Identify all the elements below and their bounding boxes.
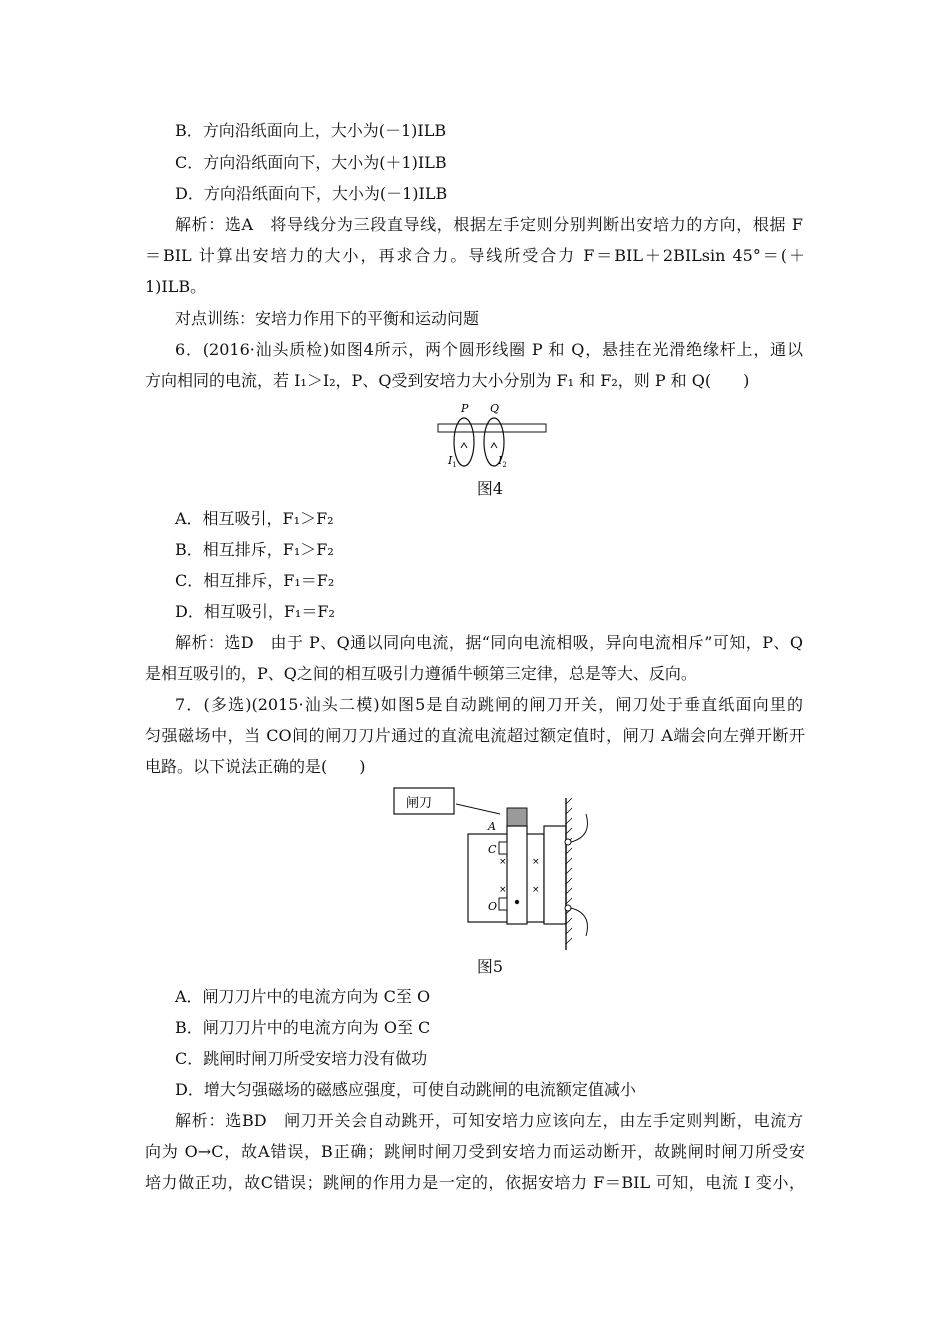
blade (507, 826, 527, 924)
q6-option-b: B．相互排斥，F₁＞F₂ (175, 540, 334, 559)
q7-option-c: C．跳闸时闸刀所受安培力没有做功 (175, 1049, 428, 1068)
q6-stem-line2: 方向相同的电流，若 I₁＞I₂，P、Q受到安培力大小分别为 F₁ 和 F₂，则 P 和 Q( ) (145, 371, 750, 390)
contact-c (499, 842, 507, 854)
q7-option-d: D．增大匀强磁场的磁感应强度，可使自动跳闸的电流额定值减小 (175, 1080, 636, 1099)
figure-5-caption: 图5 (476, 957, 504, 976)
q6-analysis-line1: 解析：选D 由于 P、Q通以同向电流，据“同向电流相吸，异向电流相斥”可知，P、Q (175, 633, 803, 652)
q6-option-c: C．相互排斥，F₁＝F₂ (175, 571, 335, 590)
leader-line (456, 804, 500, 814)
contact-o (499, 898, 507, 910)
label-q: Q (490, 402, 500, 415)
wire-top (571, 814, 587, 842)
q7-stem-line3: 电路。以下说法正确的是( ) (145, 757, 366, 776)
q7-stem-line2: 匀强磁场中，当 CO间的闸刀刀片通过的直流电流超过额定值时，闸刀 A端会向左弹开断开 (145, 726, 805, 745)
q5-analysis-line2: ＝BIL 计算出安培力的大小，再求合力。导线所受合力 F＝BIL＋2BILsin 45°＝(＋ (145, 246, 805, 265)
label-c: C (488, 843, 497, 856)
knife-label: 闸刀 (406, 796, 433, 811)
pivot-dot (515, 900, 519, 904)
base-block (544, 826, 566, 924)
insulating-rod (438, 424, 546, 432)
section-title: 对点训练：安培力作用下的平衡和运动问题 (175, 309, 480, 328)
q6-analysis-line2: 是相互吸引的，P、Q之间的相互吸引力遵循牛顿第三定律，总是等大、反向。 (145, 664, 697, 683)
current-arrow-q (491, 443, 497, 448)
wire-bottom (571, 908, 587, 936)
q5-analysis-line1: 解析：选A 将导线分为三段直导线，根据左手定则分别判断出安培力的方向，根据 F (175, 215, 803, 234)
label-p: P (461, 402, 469, 415)
terminal-top (565, 839, 571, 845)
wall-hatching (566, 798, 572, 944)
current-arrow-p (461, 443, 467, 448)
q7-option-b: B．闸刀刀片中的电流方向为 O至 C (175, 1018, 431, 1037)
q7-stem-line1: 7．(多选)(2015·汕头二模)如图5是自动跳闸的闸刀开关，闸刀处于垂直纸面向里的 (175, 695, 803, 714)
terminal-bottom (565, 905, 571, 911)
q5-option-c: C．方向沿纸面向下，大小为(＋1)ILB (175, 153, 447, 172)
q7-analysis-line1: 解析：选BD 闸刀开关会自动跳开，可知安培力应该向左，由左手定则判断，电流方 (175, 1111, 803, 1130)
q7-analysis-line3: 培力做正功，故C错误；跳闸的作用力是一定的，依据安培力 F＝BIL 可知，电流 I 变小， (145, 1173, 805, 1192)
field-cross-2: × (532, 857, 540, 867)
q6-stem-line1: 6．(2016·汕头质检)如图4所示，两个圆形线圈 P 和 Q，悬挂在光滑绝缘杆上，通以 (175, 340, 803, 359)
q5-option-b: B．方向沿纸面向上，大小为(－1)ILB (175, 121, 447, 140)
field-cross-1: × (499, 857, 507, 867)
figure-4-coils (430, 398, 550, 474)
label-i1: $I_1$ (448, 454, 457, 469)
figure-5-knife-switch (390, 784, 610, 954)
label-i2: $I_2$ (498, 454, 507, 469)
q5-option-d: D．方向沿纸面向下，大小为(－1)ILB (175, 184, 448, 203)
q7-analysis-line2: 向为 O→C，故A错误，B正确；跳闸时闸刀受到安培力而运动断开，故跳闸时闸刀所受安 (145, 1142, 805, 1161)
q6-option-a: A．相互吸引，F₁＞F₂ (175, 509, 334, 528)
q6-option-d: D．相互吸引，F₁＝F₂ (175, 602, 335, 621)
q5-analysis-line3: 1)ILB。 (145, 277, 207, 296)
field-cross-4: × (532, 885, 540, 895)
figure-4-caption: 图4 (476, 479, 504, 498)
q7-option-a: A．闸刀刀片中的电流方向为 C至 O (175, 987, 431, 1006)
label-a: A (488, 820, 496, 833)
label-o: O (488, 900, 498, 913)
blade-top-block (507, 808, 527, 826)
field-cross-3: × (499, 885, 507, 895)
